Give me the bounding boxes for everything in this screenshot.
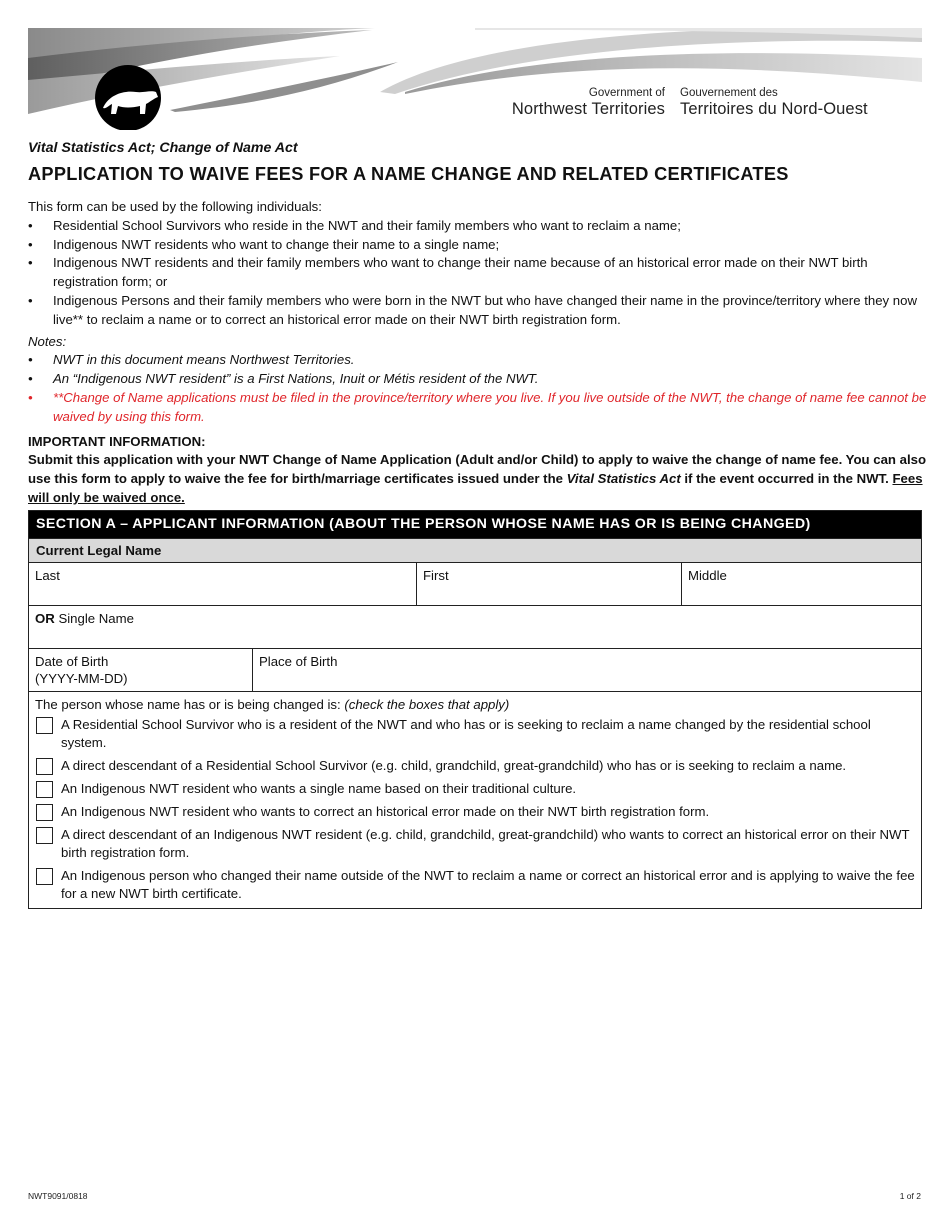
dob-format-hint: (YYYY-MM-DD) — [35, 671, 128, 686]
government-en-small: Government of — [588, 87, 665, 99]
list-item: • **Change of Name applications must be filed in the province/territory where you live. If you live outside of the NWT, the change of name fee cannot be waived by using this form. — [28, 389, 928, 427]
checkbox-single-name — [35, 780, 915, 798]
checkbox-label: A direct descendant of an Indigenous NWT resident (e.g. child, grandchild, great-grandchild) who wants to correct an historical error on their NWT birth registration form. — [61, 827, 910, 860]
government-fr-small: Gouvernement des — [680, 87, 778, 99]
middle-name-field[interactable] — [681, 563, 921, 605]
section-a-header: SECTION A – APPLICANT INFORMATION (ABOUT THE PERSON WHOSE NAME HAS OR IS BEING CHANGED) — [29, 511, 921, 538]
checkbox[interactable] — [36, 758, 53, 775]
dob-label: Date of Birth — [35, 654, 109, 669]
checkbox[interactable] — [36, 717, 53, 734]
list-item: • Indigenous Persons and their family members who were born in the NWT but who have changed their name in the province/territory where they now live** to reclaim a name or to correct an historical error made on their NWT birth registration form. — [28, 292, 928, 330]
important-text-emphasis: Vital Statistics Act — [566, 471, 681, 487]
checklist-lead-hint: (check the boxes that apply) — [344, 697, 510, 712]
list-item: • An “Indigenous NWT resident” is a First Nations, Inuit or Métis resident of the NWT. — [28, 370, 928, 389]
checklist-lead — [35, 696, 915, 713]
act-line: Vital Statistics Act; Change of Name Act — [28, 140, 298, 156]
notes-list — [28, 351, 928, 426]
last-name-label: Last — [35, 568, 60, 583]
pob-label: Place of Birth — [259, 654, 338, 669]
legal-name-subheader: Current Legal Name — [29, 538, 921, 562]
list-item: • Residential School Survivors who reside in the NWT and their family members who want to reclaim a name; — [28, 217, 928, 236]
middle-name-label: Middle — [688, 568, 727, 583]
government-fr-name: Territoires du Nord-Ouest — [680, 100, 868, 118]
important-text-part: Submit this application with your NWT Change of Name Application (Adult and/or Child) to apply to waive the change of name fee. You can also use this form to apply to waive the fee for birth/marriage certificates issued under the — [28, 452, 927, 487]
or-label: OR — [35, 611, 55, 626]
date-of-birth-field[interactable] — [29, 649, 252, 691]
section-a-form — [28, 510, 922, 909]
government-french-wordmark — [680, 86, 910, 118]
checkbox-resident-descendant — [35, 826, 915, 862]
important-text-part: if the event occurred in the NWT. — [680, 471, 893, 487]
legal-name-row — [29, 562, 921, 605]
checkbox-label: A Residential School Survivor who is a resident of the NWT and who has or is seeking to reclaim a name changed by the residential school system. — [61, 717, 871, 750]
checkbox-label: An Indigenous NWT resident who wants a single name based on their traditional culture. — [61, 781, 577, 796]
list-item: • NWT in this document means Northwest Territories. — [28, 351, 928, 370]
important-heading: IMPORTANT INFORMATION: — [28, 433, 206, 449]
intro-lead: This form can be used by the following individuals: — [28, 199, 322, 214]
checkbox-label: An Indigenous NWT resident who wants to correct an historical error made on their NWT birth registration form. — [61, 804, 710, 819]
list-item: • Indigenous NWT residents who want to change their name to a single name; — [28, 236, 928, 255]
checkbox[interactable] — [36, 781, 53, 798]
birth-details-row — [29, 648, 921, 691]
eligibility-checklist — [29, 691, 921, 908]
checklist-lead-text: The person whose name has or is being changed is: — [35, 697, 345, 712]
checkbox-label: A direct descendant of a Residential School Survivor (e.g. child, grandchild, great-grandchild) who has or is seeking to reclaim a name. — [61, 758, 847, 773]
government-english-wordmark — [500, 86, 665, 118]
notes-label: Notes: — [28, 333, 67, 349]
checkbox-outside-nwt — [35, 867, 915, 903]
eligibility-list — [28, 217, 928, 330]
intro-section — [28, 198, 928, 508]
single-name-field[interactable] — [29, 606, 921, 648]
important-text-underlined: Fees will only be waived once. — [28, 471, 923, 505]
important-text — [28, 451, 928, 507]
last-name-field[interactable] — [29, 563, 416, 605]
list-item: • Indigenous NWT residents and their family members who want to change their name because of an historical error made on their NWT birth registration form; or — [28, 254, 928, 292]
checkbox-historical-error — [35, 803, 915, 821]
important-information — [28, 433, 928, 508]
checkbox[interactable] — [36, 827, 53, 844]
first-name-field[interactable] — [416, 563, 681, 605]
checkbox[interactable] — [36, 804, 53, 821]
checkbox-survivor-descendant — [35, 757, 915, 775]
checkbox-survivor — [35, 716, 915, 752]
polar-bear-icon — [95, 65, 161, 130]
single-name-row — [29, 605, 921, 648]
government-en-name: Northwest Territories — [511, 100, 665, 118]
single-name-label: Single Name — [58, 611, 134, 626]
form-code: NWT9091/0818 — [28, 1191, 88, 1201]
checkbox-label: An Indigenous person who changed their name outside of the NWT to reclaim a name or correct an historical error and is applying to waive the fee for a new NWT birth certificate. — [61, 868, 915, 901]
checkbox[interactable] — [36, 868, 53, 885]
page-number: 1 of 2 — [899, 1191, 921, 1201]
first-name-label: First — [423, 568, 449, 583]
place-of-birth-field[interactable] — [252, 649, 921, 691]
page-title: APPLICATION TO WAIVE FEES FOR A NAME CHANGE AND RELATED CERTIFICATES — [28, 164, 789, 184]
